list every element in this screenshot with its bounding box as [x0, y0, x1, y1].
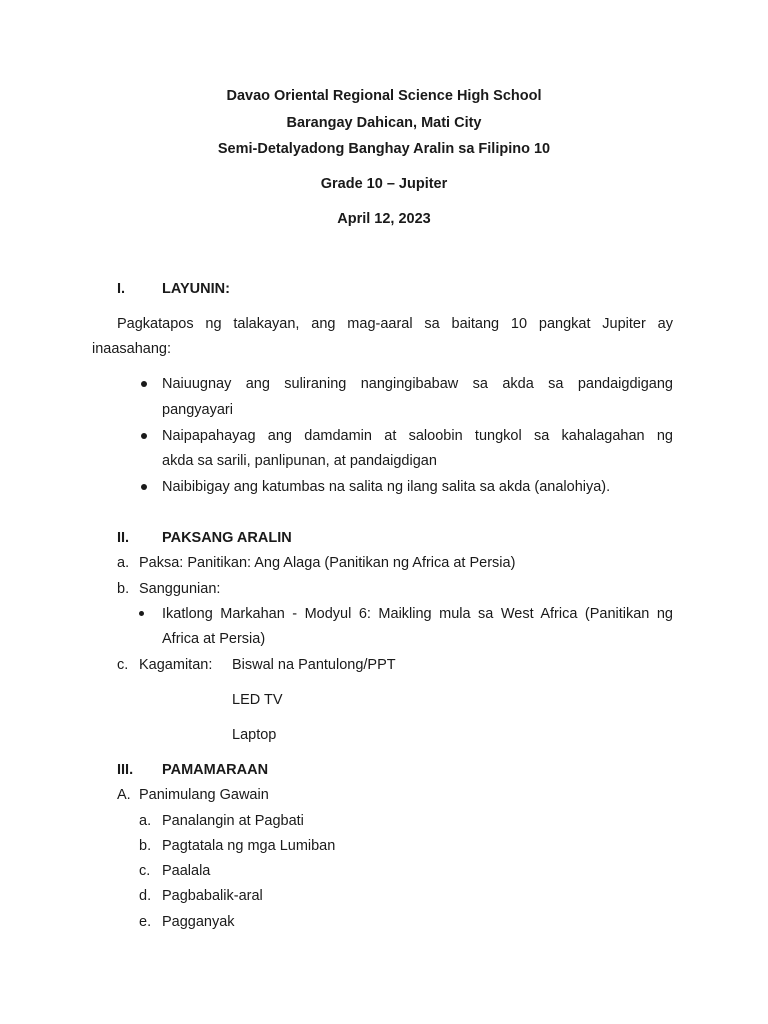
section-3-number: III.: [117, 762, 134, 778]
intro-word: Jupiter: [602, 316, 646, 332]
step-c-marker: c.: [139, 863, 151, 879]
material-1: Biswal na Pantulong/PPT: [232, 657, 396, 673]
intro-word: mag-aaral: [347, 316, 413, 332]
step-a-marker: a.: [139, 813, 152, 829]
school-address: Barangay Dahican, Mati City: [286, 115, 482, 131]
step-c-text: Paalala: [162, 863, 211, 879]
section-1-number: I.: [117, 281, 126, 297]
step-b-marker: b.: [139, 838, 152, 854]
objective-3: Naibibigay ang katumbas na salita ng ilang salita sa akda (analohiya).: [162, 479, 611, 495]
material-2: LED TV: [232, 692, 283, 708]
step-e-marker: e.: [139, 914, 152, 930]
objective-1-line-2: pangyayari: [162, 402, 233, 418]
item-A-text: Panimulang Gawain: [139, 787, 269, 803]
bullet-dot: [141, 484, 147, 490]
intro-word: 10: [510, 316, 528, 332]
step-d-text: Pagbabalik-aral: [162, 888, 263, 904]
school-name: Davao Oriental Regional Science High School: [226, 88, 542, 104]
intro-word: talakayan,: [233, 316, 300, 332]
bullet-dot: [141, 433, 147, 439]
intro-word: Pagkatapos: [117, 316, 194, 332]
objective-1-line-1: Naiuugnay ang suliraning nangingibabaw sa akda sa pandaigdigang: [162, 376, 673, 392]
grade-section: Grade 10 – Jupiter: [320, 176, 448, 192]
item-a-marker: a.: [117, 555, 130, 571]
material-3: Laptop: [232, 727, 277, 743]
section-1-heading: LAYUNIN:: [162, 281, 230, 297]
document-title: Semi-Detalyadong Banghay Aralin sa Filipino 10: [217, 141, 551, 157]
bullet-dot: [139, 611, 144, 616]
intro-word: pangkat: [538, 316, 591, 332]
objective-2-line-2: akda sa sarili, panlipunan, at pandaigdigan: [162, 453, 437, 469]
item-b-text: Sanggunian:: [139, 581, 221, 597]
item-c-label: Kagamitan:: [139, 657, 213, 673]
intro-word: ang: [311, 316, 336, 332]
intro-word: sa: [424, 316, 440, 332]
item-a-text: Paksa: Panitikan: Ang Alaga (Panitikan ng Africa at Persia): [139, 555, 516, 571]
step-d-marker: d.: [139, 888, 152, 904]
intro-word: ng: [205, 316, 222, 332]
section-2-heading: PAKSANG ARALIN: [162, 530, 292, 546]
lesson-date: April 12, 2023: [337, 211, 431, 227]
section-3-heading: PAMAMARAAN: [162, 762, 269, 778]
reference-line-2: Africa at Persia): [162, 631, 266, 647]
section-1-intro-line-2: inaasahang:: [92, 341, 172, 357]
step-b-text: Pagtatala ng mga Lumiban: [162, 838, 336, 854]
reference-line-1: Ikatlong Markahan - Modyul 6: Maikling mula sa West Africa (Panitikan ng: [162, 606, 673, 622]
section-2-number: II.: [117, 530, 130, 546]
item-A-marker: A.: [117, 787, 131, 803]
intro-word: baitang: [451, 316, 500, 332]
objective-2-line-1: Naipapahayag ang damdamin at saloobin tungkol sa kahalagahan ng: [162, 428, 673, 444]
section-1-intro-line-1: [117, 314, 673, 334]
intro-word: ay: [657, 316, 673, 332]
step-a-text: Panalangin at Pagbati: [162, 813, 304, 829]
item-c-marker: c.: [117, 657, 129, 673]
step-e-text: Pagganyak: [162, 914, 235, 930]
bullet-dot: [141, 381, 147, 387]
item-b-marker: b.: [117, 581, 130, 597]
